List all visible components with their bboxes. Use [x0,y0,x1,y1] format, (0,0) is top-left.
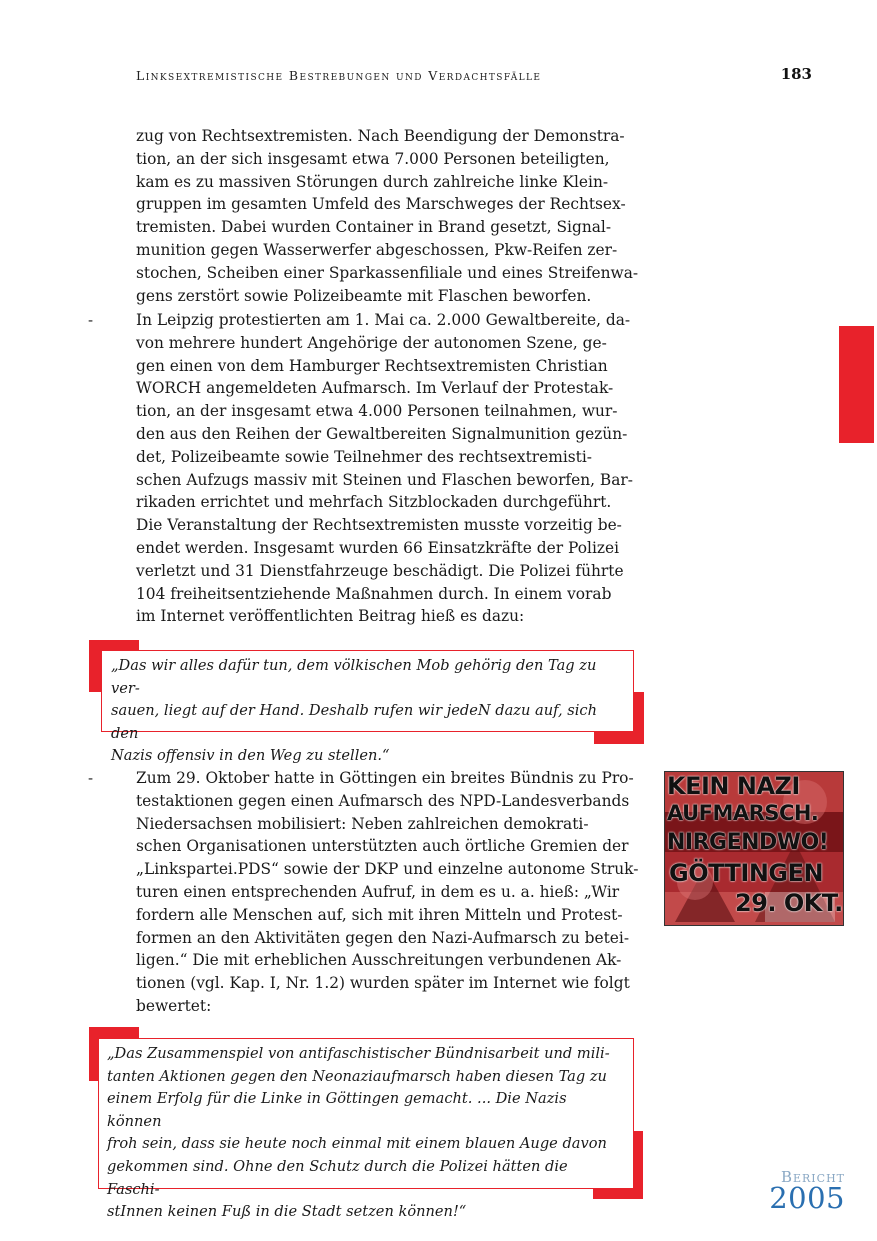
text-line: schen Aufzugs massiv mit Steinen und Flaschen beworfen, Bar- [136,470,633,489]
quote-line: froh sein, dass sie heute noch einmal mit einem blauen Auge davon [107,1135,607,1153]
text-line: gruppen im gesamten Umfeld des Marschweges der Rechtsex- [136,195,626,214]
text-line: munition gegen Wasserwerfer abgeschossen, Pkw-Reifen zer- [136,240,618,259]
text-line: endet werden. Insgesamt wurden 66 Einsatzkräfte der Polizei [136,538,620,557]
text-line: bewertet: [136,996,212,1015]
text-line: im Internet veröffentlichten Beitrag hieß es dazu: [136,607,525,626]
quote-line: stInnen keinen Fuß in die Stadt setzen können!“ [107,1203,467,1221]
text-line: Zum 29. Oktober hatte in Göttingen ein breites Bündnis zu Pro- [136,769,634,787]
text-line: tion, an der insgesamt etwa 4.000 Personen teilnahmen, wur- [136,402,618,421]
text-line: det, Polizeibeamte sowie Teilnehmer des rechtsextremisti- [136,447,592,466]
text-line: formen an den Aktivitäten gegen den Nazi-Aufmarsch zu betei- [136,928,630,947]
text-line: von mehrere hundert Angehörige der autonomen Szene, ge- [136,333,607,352]
poster-line: AUFMARSCH. [667,801,819,825]
paragraph-3 [136,767,644,1018]
quote-line: einem Erfolg für die Linke in Göttingen gemacht. ... Die Nazis können [107,1090,567,1130]
poster-line: 29. OKT. [735,889,843,917]
text-line: tremisten. Dabei wurden Container in Brand gesetzt, Signal- [136,218,612,237]
text-line: In Leipzig protestierten am 1. Mai ca. 2.000 Gewaltbereite, da- [136,311,631,329]
text-line: stochen, Scheiben einer Sparkassenfiliale und eines Streifenwa- [136,263,639,282]
quote-line: „Das Zusammenspiel von antifaschistischer Bündnisarbeit und mili- [107,1045,610,1062]
quote-line: tanten Aktionen gegen den Neonaziaufmarsch haben diesen Tag zu [107,1067,607,1085]
text-line: den aus den Reihen der Gewaltbereiten Signalmunition gezün- [136,424,628,443]
protest-poster-image [664,771,844,926]
text-line: fordern alle Menschen auf, sich mit ihren Mitteln und Protest- [136,905,623,924]
text-line: WORCH angemeldeten Aufmarsch. Im Verlauf der Protestak- [136,379,614,398]
paragraph-1 [136,125,644,307]
text-line: testaktionen gegen einen Aufmarsch des NPD-Landesverbands [136,791,630,810]
text-line: rikaden errichtet und mehrfach Sitzblockaden durchgeführt. [136,493,612,512]
blockquote-1 [101,650,634,765]
text-line: turen einen entsprechenden Aufruf, in dem es u. a. hieß: „Wir [136,882,620,901]
running-header [136,65,812,90]
text-line: verletzt und 31 Dienstfahrzeuge beschädigt. Die Polizei führte [136,561,624,580]
footer-report-year: 2005 [769,1181,845,1215]
paragraph-2 [136,309,644,628]
chapter-tab-marker [839,326,874,443]
blockquote-2 [98,1038,634,1221]
text-line: gens zerstört sowie Polizeibeamte mit Flaschen beworfen. [136,286,592,305]
text-line: tion, an der sich insgesamt etwa 7.000 Personen beteiligten, [136,149,610,168]
list-bullet: - [88,769,94,787]
text-line: tionen (vgl. Kap. I, Nr. 1.2) wurden später im Internet wie folgt [136,974,630,993]
text-line: „Linkspartei.PDS“ sowie der DKP und einzelne autonome Struk- [136,860,639,879]
quote-line: „Das wir alles dafür tun, dem völkischen Mob gehörig den Tag zu ver- [111,657,597,697]
text-line: gen einen von dem Hamburger Rechtsextremisten Christian [136,356,608,375]
quote-line: gekommen sind. Ohne den Schutz durch die Polizei hätten die Faschi- [107,1157,568,1198]
text-line: Die Veranstaltung der Rechtsextremisten musste vorzeitig be- [136,516,622,535]
text-line: ligen.“ Die mit erheblichen Ausschreitungen verbundenen Ak- [136,951,622,970]
poster-line: GÖTTINGEN [669,859,824,887]
header-title: Linksextremistische Bestrebungen und Verdachtsfälle [136,68,542,83]
quote-line: Nazis offensiv in den Weg zu stellen.“ [111,747,390,765]
text-line: 104 freiheitsentziehende Maßnahmen durch. In einem vorab [136,584,612,603]
poster-line: KEIN NAZI [667,772,800,800]
text-line: Niedersachsen mobilisiert: Neben zahlreichen demokrati- [136,814,589,833]
footer-report-label: Bericht [780,1168,845,1186]
quote-line: sauen, liegt auf der Hand. Deshalb rufen wir jedeN dazu auf, sich den [111,702,598,742]
text-line: kam es zu massiven Störungen durch zahlreiche linke Klein- [136,172,609,191]
text-line: schen Organisationen unterstützten auch örtliche Gremien der [136,837,629,856]
text-line: zug von Rechtsextremisten. Nach Beendigung der Demonstra- [136,127,625,145]
page-number: 183 [780,65,812,83]
poster-line: NIRGENDWO! [667,830,829,855]
list-bullet: - [88,311,94,329]
